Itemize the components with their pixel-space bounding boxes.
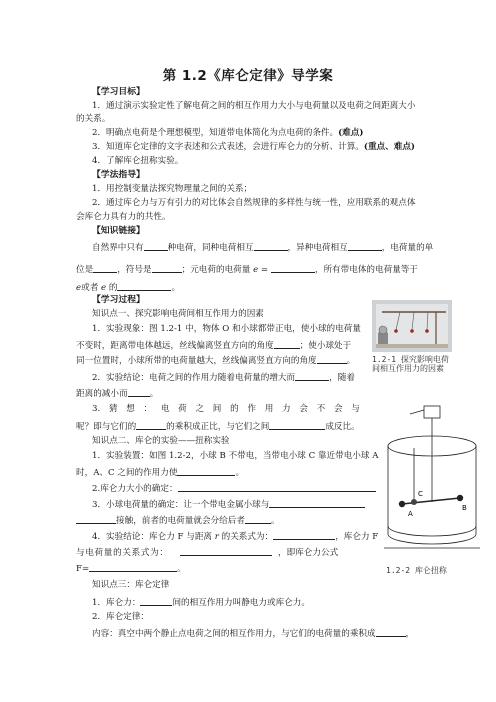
fill-blank[interactable] xyxy=(269,420,325,430)
p3-char: 不 xyxy=(316,404,326,414)
q3-line-a xyxy=(92,498,365,511)
q5-char: 系 xyxy=(131,548,141,558)
p3-char: 作 xyxy=(247,404,257,414)
q1-text: 。 xyxy=(235,468,245,478)
method-1: 1．用控制变量法探究物理量之间的关系； xyxy=(92,184,253,194)
link-text: ，所有带电体的电荷量等于 xyxy=(314,265,418,275)
p3-char: 之 xyxy=(195,404,205,414)
ball-b xyxy=(457,495,463,501)
fill-blank[interactable] xyxy=(136,420,166,430)
goal-1b: 的关系。 xyxy=(76,114,111,124)
method-2a: 2．通过库仑力与万有引力的对比体会自然规律的多样性与统一性，应用联系的观点体 xyxy=(92,198,416,208)
p1-text: ；使小球处于 xyxy=(299,341,352,351)
link-text: ；元电荷的电荷量 xyxy=(181,265,251,275)
q5-line xyxy=(76,546,372,559)
kp2-heading: 知识点二、库仑的实验——扭称实验 xyxy=(92,436,230,446)
q5-char: 与 xyxy=(76,548,85,558)
link-line-1 xyxy=(92,241,433,254)
fill-blank[interactable] xyxy=(245,514,271,524)
fill-blank[interactable] xyxy=(178,482,376,492)
goal-2-text: 2．明确点电荷是个理想模型，知道带电体简化为点电荷的条件。 xyxy=(92,128,339,138)
method-heading: 【学法指导】 xyxy=(92,170,145,180)
r3-text: ， xyxy=(405,629,415,639)
p2-text: 。 xyxy=(149,389,159,399)
fill-blank[interactable] xyxy=(180,546,272,556)
process-heading: 【学习过程】 xyxy=(92,295,145,305)
charged-ball xyxy=(394,329,398,333)
q5-char: 为 xyxy=(150,548,159,558)
q3-text: 接触，前者的电荷量就会分给后者 xyxy=(116,516,245,526)
p3-char: 力 xyxy=(282,404,291,414)
goal-3-tag: (重点、难点) xyxy=(363,142,415,152)
p3-char: 的 xyxy=(230,404,239,414)
r2-line: 2．库仑定律： xyxy=(92,612,150,622)
q4-text: 的关系式为： xyxy=(221,532,274,542)
link-text: 或者 xyxy=(81,283,99,293)
scale-ring xyxy=(388,526,476,536)
goal-4: 4．了解库仑扭称实验。 xyxy=(92,156,184,166)
distance-symbol: r xyxy=(214,532,219,542)
p3-char: 会 xyxy=(333,404,343,414)
q1-line-a: 1．实验装置：如图 1.2-2，小球 B 不带电，当带电小球 C 靠近带电小球 A xyxy=(92,451,379,461)
fill-blank[interactable] xyxy=(93,263,117,273)
fill-blank[interactable] xyxy=(376,627,406,637)
p2-line-a xyxy=(92,371,355,384)
figure-1-2-1-caption xyxy=(372,355,449,373)
elementary-charge-symbol: e xyxy=(101,283,107,293)
goals-heading: 【学习目标】 xyxy=(92,87,145,97)
q5-char: 电 xyxy=(85,548,94,558)
q3-text: 。 xyxy=(270,516,280,526)
q4-line xyxy=(92,530,378,543)
base xyxy=(376,344,448,348)
p3-char: ： xyxy=(143,404,153,414)
link-text: 的 xyxy=(108,283,118,293)
charged-ball xyxy=(410,329,414,333)
goal-3 xyxy=(92,142,415,153)
fill-blank[interactable] xyxy=(152,263,182,273)
fill-blank[interactable] xyxy=(117,281,171,291)
torsion-head xyxy=(424,406,440,418)
q5-char: ： xyxy=(159,548,168,558)
fill-blank[interactable] xyxy=(128,387,150,397)
link-text: 种电荷，同种电荷相互 xyxy=(167,243,254,253)
link-text: 自然界中只有 xyxy=(92,243,144,253)
p3-char: 荷 xyxy=(178,404,187,414)
kp3-heading: 知识点三：库仑定律 xyxy=(92,580,170,590)
q5-char: 式 xyxy=(140,548,150,558)
q5-text: ，即库仑力公式 xyxy=(278,548,339,558)
q2-text: 2.库仑力大小的确定： xyxy=(92,484,178,494)
method-2b: 会库仑力具有力的共性。 xyxy=(76,212,171,222)
p3-line-a xyxy=(92,404,360,415)
link-text: 。 xyxy=(171,283,181,293)
cylinder-bottom xyxy=(388,534,476,544)
figure-1-2-1-image xyxy=(372,300,452,352)
goal-2-tag: (难点) xyxy=(338,128,364,138)
q4-text: ，库仑力 F xyxy=(335,532,379,542)
p3-char: 电 xyxy=(160,404,170,414)
label-a: A xyxy=(408,510,413,518)
p2-line-b xyxy=(76,387,158,400)
figure-1-2-2-diagram xyxy=(380,404,480,564)
figure-1-2-2-caption: 1.2-2 库仑扭称 xyxy=(386,566,447,575)
q3-text: 3．小球电荷量的确定：让一个带电金属小球与 xyxy=(92,500,270,510)
p1-line-a: 1．实验现象：图 1.2-1 中，物体 O 和小球都带正电，使小球的电荷量 xyxy=(92,324,361,334)
p1-line-c xyxy=(76,354,355,367)
p3-char: 间 xyxy=(212,404,222,414)
q1-text: 时，A、C 之间的作用力使 xyxy=(76,468,178,478)
p2-text: 2．实验结论：电荷之间的作用力随着电荷量的增大而 xyxy=(92,373,296,383)
r1-text: 1．库仑力： xyxy=(92,598,141,608)
p1-line-b xyxy=(76,339,351,352)
charged-sphere-o xyxy=(379,326,387,334)
p3-line-b xyxy=(76,420,360,433)
q6-text: 。 xyxy=(177,564,186,574)
q6-text: F= xyxy=(76,564,90,574)
r3-line xyxy=(92,627,414,640)
link-text: ，异种电荷相互 xyxy=(287,243,348,253)
q5-char: 关 xyxy=(122,548,131,558)
q5-char: 量 xyxy=(103,548,113,558)
q2-line xyxy=(92,482,376,495)
q6-line xyxy=(76,562,186,575)
page-title: 第 1.2《库仑定律》导学案 xyxy=(162,68,334,84)
p3-char: 用 xyxy=(264,404,274,414)
r3-text: 内容：真空中两个静止点电荷之间的相互作用力，与它们的电荷量的乘积成 xyxy=(92,629,376,639)
q5-char: 荷 xyxy=(94,548,104,558)
r1-line xyxy=(92,596,310,609)
fill-blank[interactable] xyxy=(269,498,365,508)
goal-1a: 1．通过演示实验定性了解电荷之间的相互作用力大小与电荷量以及电荷之间距离大小 xyxy=(92,101,416,111)
ball-c xyxy=(411,499,417,505)
goal-2 xyxy=(92,128,363,139)
fill-blank[interactable] xyxy=(140,596,172,606)
p1-text: 。 xyxy=(346,356,356,366)
fill-blank[interactable] xyxy=(271,263,315,273)
q4-text: 4．实验结论：库仑力 F 与距离 xyxy=(92,532,213,542)
p1-text: 同一位置时，小球所带的电荷量越大，丝线偏离竖直方向的角度 xyxy=(76,356,317,366)
link-line-3 xyxy=(76,281,180,294)
figure-caption-line: 间相互作用力的因素 xyxy=(372,364,444,373)
link-text: ，电荷量的单 xyxy=(381,243,434,253)
kp1-heading: 知识点一、探究影响电荷间相互作用力的因素 xyxy=(92,309,264,319)
q3-line-b xyxy=(76,514,280,527)
fill-blank[interactable] xyxy=(177,466,235,476)
elementary-charge-symbol: e xyxy=(76,283,82,293)
fill-blank[interactable] xyxy=(89,562,177,572)
ball-a xyxy=(399,501,405,507)
fill-blank[interactable] xyxy=(295,371,329,381)
label-b: B xyxy=(462,504,467,512)
fill-blank[interactable] xyxy=(274,339,300,349)
p3-char: 与 xyxy=(351,404,360,414)
goal-3-text: 3．知道库仑定律的文字表述和公式表述，会进行库仑力的分析、计算。 xyxy=(92,142,364,152)
p2-text: ，随着 xyxy=(329,373,355,383)
fill-blank[interactable] xyxy=(76,514,116,524)
pointer-line xyxy=(410,410,424,414)
fill-blank[interactable] xyxy=(348,241,382,251)
label-c: C xyxy=(418,490,423,498)
link-text: 位是 xyxy=(76,265,94,275)
p3-char: 会 xyxy=(299,404,308,414)
p3-char: 猜 xyxy=(108,404,118,414)
elementary-charge-symbol: e = xyxy=(253,265,269,275)
q1-line-b xyxy=(76,466,244,479)
p3-char: 想 xyxy=(126,404,135,414)
fill-blank[interactable] xyxy=(254,241,288,251)
fill-blank[interactable] xyxy=(317,354,347,364)
link-text: ，符号是 xyxy=(117,265,152,275)
balance-beam xyxy=(402,498,460,504)
p3-char: 3. xyxy=(92,404,101,414)
fill-blank[interactable] xyxy=(273,530,335,540)
q5-spaced-text xyxy=(76,548,168,559)
link-heading: 【知识链接】 xyxy=(92,226,145,236)
r1-text: 间的相互作用力叫静电力或库仑力。 xyxy=(172,598,310,608)
p1-text: 不变时，距离带电体越远，丝线偏离竖直方向的角度 xyxy=(76,341,274,351)
figure-caption-line: 1.2-1 探究影响电荷 xyxy=(372,355,449,364)
p3-text: 呢？即与它们的 xyxy=(76,422,137,432)
charged-ball xyxy=(425,329,429,333)
p3-text: 的乘积成正比，与它们之间 xyxy=(166,422,270,432)
p2-text: 距离的减小而 xyxy=(76,389,128,399)
fill-blank[interactable] xyxy=(144,241,168,251)
q5-char: 的 xyxy=(113,548,122,558)
p3-text: 成反比。 xyxy=(325,422,360,432)
link-line-2 xyxy=(76,263,418,276)
